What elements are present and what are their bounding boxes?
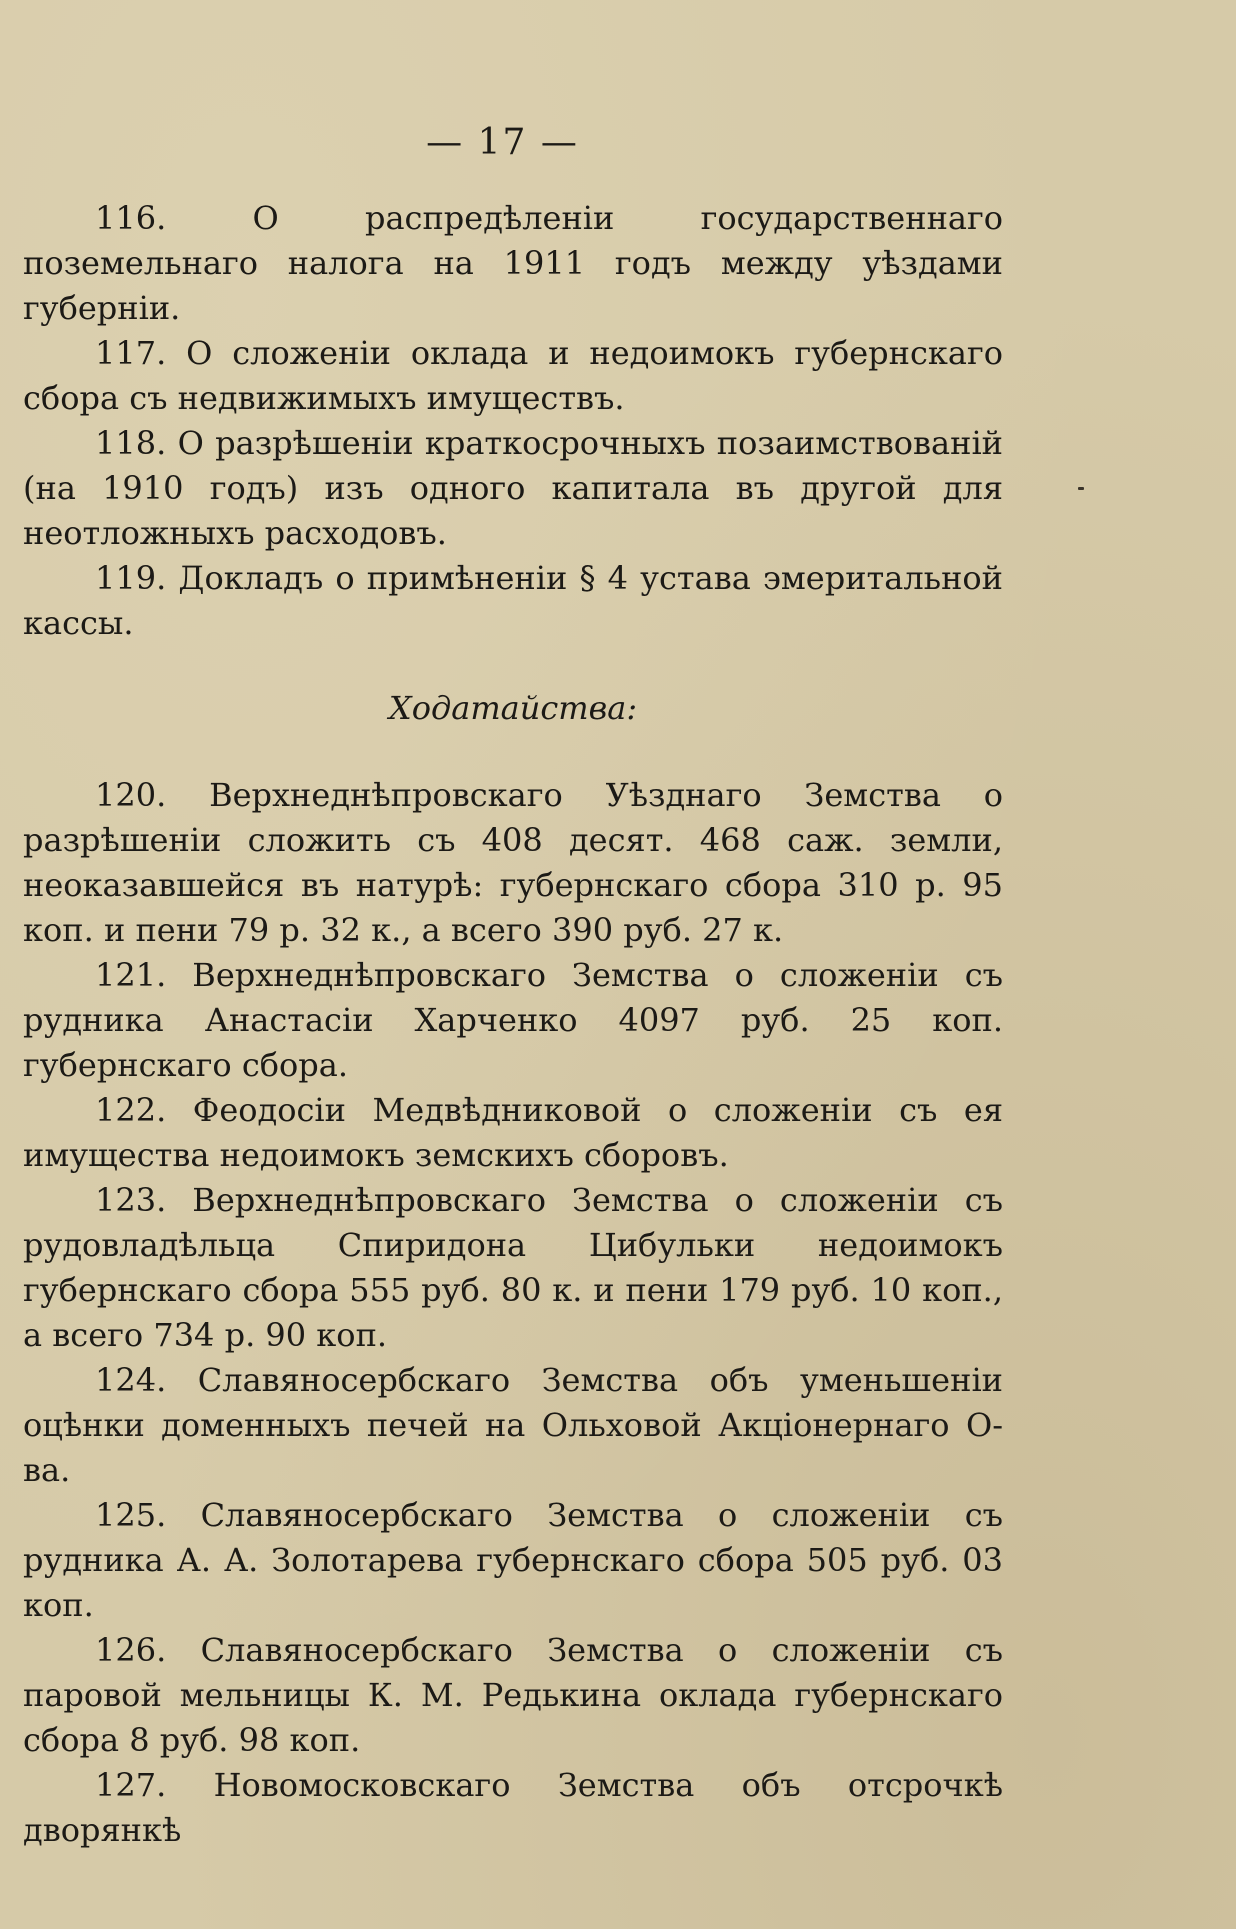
paragraph-125: 125. Славяносербскаго Земства о сложеніи съ рудника А. А. Золотарева губернскаго сбора 505 руб. 03 коп. <box>23 1496 1003 1624</box>
paragraph-120: 120. Верхнеднѣпровскаго Уѣзднаго Земства о разрѣшеніи сложить съ 408 десят. 468 саж. земли, неоказавшейся въ натурѣ: губернскаго сбора 310 р. 95 коп. и пени 79 р. 32 к., а всего 390 руб. 27 к. <box>23 776 1003 949</box>
paragraph-119: 119. Докладъ о примѣненіи § 4 устава эмеритальной кассы. <box>23 559 1003 642</box>
paragraph-122: 122. Феодосіи Медвѣдниковой о сложеніи съ ея имущества недоимокъ земскихъ сборовъ. <box>23 1091 1003 1174</box>
paragraph-116: 116. О распредѣленіи государственнаго поземельнаго налога на 1911 годъ между уѣздами губерніи. <box>23 199 1003 327</box>
paragraph-127: 127. Новомосковскаго Земства объ отсрочкѣ дворянкѣ <box>23 1766 1003 1849</box>
paragraph-121: 121. Верхнеднѣпровскаго Земства о сложеніи съ рудника Анастасіи Харченко 4097 руб. 25 коп. губернскаго сбора. <box>23 956 1003 1084</box>
paragraph-118: 118. О разрѣшеніи краткосрочныхъ позаимствованій (на 1910 годъ) изъ одного капитала въ другой для неотложныхъ расходовъ. <box>23 424 1003 552</box>
paragraph-117: 117. О сложеніи оклада и недоимокъ губернскаго сбора съ недвижимыхъ имуществъ. <box>23 334 1003 417</box>
paragraph-124: 124. Славяносербскаго Земства объ уменьшеніи оцѣнки доменныхъ печей на Ольховой Акціонернаго О-ва. <box>23 1361 1003 1489</box>
text-body <box>23 196 1003 1853</box>
page-number: — 17 — <box>426 122 579 163</box>
paragraph-126: 126. Славяносербскаго Земства о сложеніи съ паровой мельницы К. М. Редькина оклада губернскаго сбора 8 руб. 98 коп. <box>23 1631 1003 1759</box>
paragraph-123: 123. Верхнеднѣпровскаго Земства о сложеніи съ рудовладѣльца Спиридона Цибульки недоимокъ губернскаго сбора 555 руб. 80 к. и пени 179 руб. 10 коп., а всего 734 р. 90 коп. <box>23 1181 1003 1354</box>
ink-speck <box>1078 487 1084 490</box>
section-heading: Ходатайства: <box>388 689 638 727</box>
